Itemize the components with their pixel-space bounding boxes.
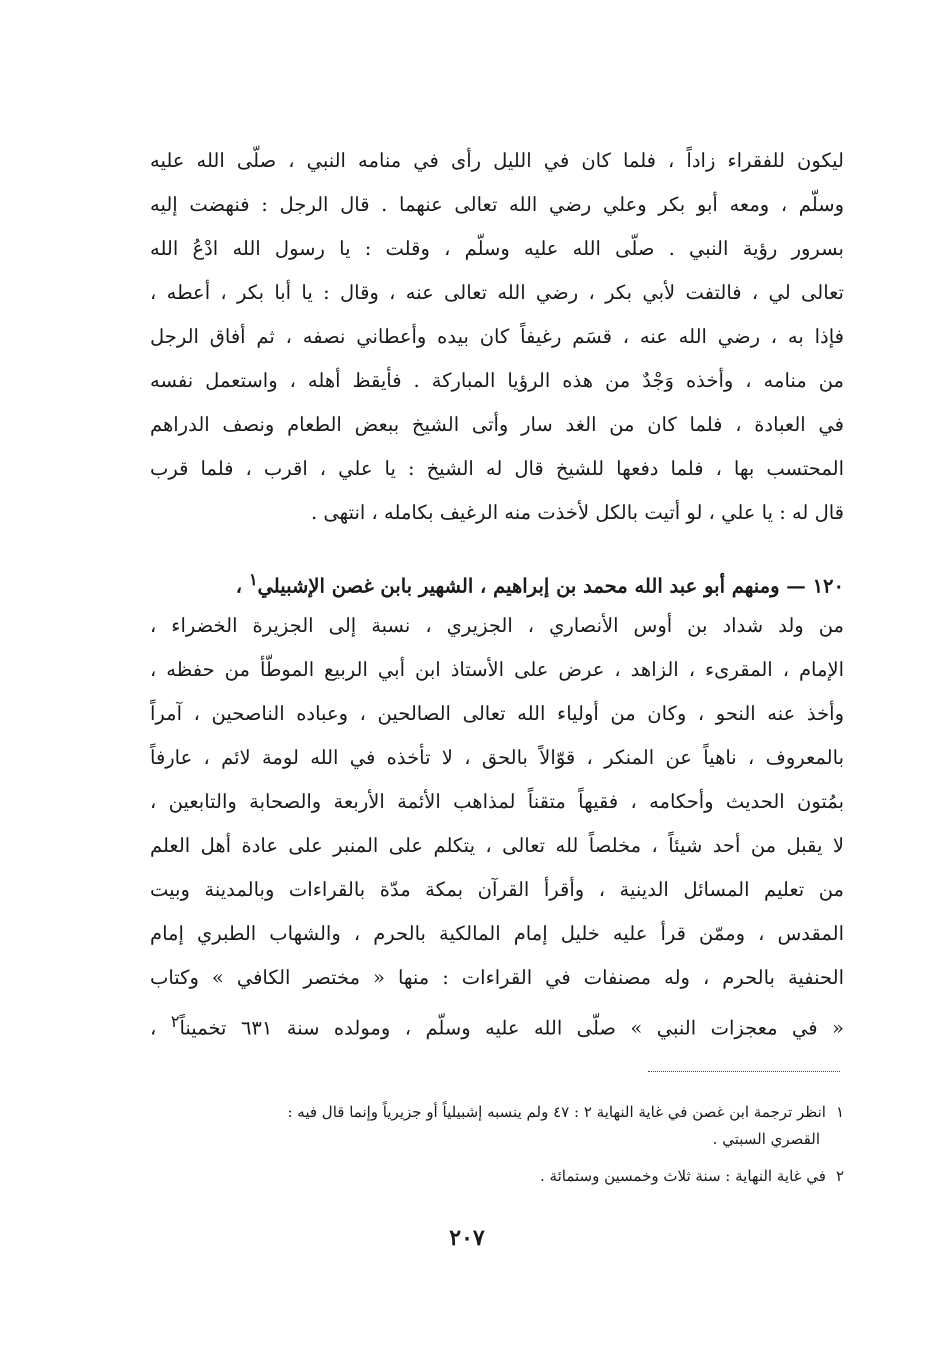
body-line: قال له : يا علي ، لو أتيت بالكل لأخذت منه الرغيف بكامله ، انتهى .	[310, 501, 844, 524]
footnote-separator	[648, 1071, 840, 1072]
body-line: فإذا به ، رضي الله عنه ، قسَم رغيفاً كان بيده وأعطاني نصفه ، ثم أفاق الرجل	[150, 325, 844, 348]
body-line: من منامه ، وأخذه وَجْدٌ من هذه الرؤيا المباركة . فأيقظ أهله ، واستعمل نفسه	[150, 369, 844, 392]
body-line: الإمام ، المقرىء ، الزاهد ، عرض على الأستاذ ابن أبي الربيع الموطّأ من حفظه ،	[150, 658, 844, 681]
footnote-text: القصري السبتي .	[712, 1130, 820, 1148]
footnote-text: في غاية النهاية : سنة ثلاث وخمسين وستمائة .	[540, 1167, 826, 1185]
body-line: بسرور رؤية النبي . صلّى الله عليه وسلّم ، وقلت : يا رسول الله ادْعُ الله	[150, 237, 844, 260]
footnote-ref: ١	[248, 570, 258, 589]
page-number: ٢٠٧	[449, 1225, 485, 1251]
body-line: وأخذ عنه النحو ، وكان من أولياء الله تعالى الصالحين ، وعباده الناصحين ، آمراً	[150, 702, 844, 725]
body-line: من تعليم المسائل الدينية ، وأقرأ القرآن بمكة مدّة بالقراءات وبالمدينة وبيت	[150, 878, 844, 901]
body-line: ليكون للفقراء زاداً ، فلما كان في الليل رأى في منامه النبي ، صلّى الله عليه	[150, 149, 844, 172]
body-line: المقدس ، وممّن قرأ عليه خليل إمام المالكية بالحرم ، والشهاب الطبري إمام	[150, 922, 844, 945]
body-line-end: ،	[150, 1016, 171, 1040]
body-line: الحنفية بالحرم ، وله مصنفات في القراءات : منها « مختصر الكافي » وكتاب	[150, 966, 844, 989]
footnote-ref: ٢	[170, 1012, 180, 1031]
body-line: في العبادة ، فلما كان من الغد سار وأتى الشيخ ببعض الطعام ونصف الدراهم	[150, 413, 844, 436]
body-line: من ولد شداد بن أوس الأنصاري ، الجزيري ، نسبة إلى الجزيرة الخضراء ،	[150, 614, 844, 637]
body-line: تعالى لي ، فالتفت لأبي بكر ، رضي الله تعالى عنه ، وقال : يا أبا بكر ، أعطه ،	[150, 281, 844, 304]
entry-heading-text: ١٢٠ — ومنهم أبو عبد الله محمد بن إبراهيم ، الشهير بابن غصن الإشبيلي	[257, 574, 844, 598]
body-line-last	[150, 1000, 844, 1044]
body-line: بالمعروف ، ناهياً عن المنكر ، قوّالاً بالحق ، لا تأخذه في الله لومة لائم ، عارفاً	[150, 746, 844, 769]
footnote-continuation	[150, 1124, 844, 1154]
body-line: بمُتون الحديث وأحكامه ، فقيهاً متقناً لمذاهب الأئمة الأربعة والصحابة والتابعين ،	[150, 790, 844, 813]
body-line-text: « في معجزات النبي » صلّى الله عليه وسلّم ، ومولده سنة ٦٣١ تخميناً	[179, 1016, 844, 1040]
body-line: المحتسب بها ، فلما دفعها للشيخ قال له الشيخ : يا علي ، اقرب ، فلما قرب	[150, 457, 844, 480]
footnote	[150, 1097, 844, 1127]
heading-comma: ،	[235, 574, 249, 598]
footnote-number: ١	[835, 1103, 844, 1121]
entry-heading	[150, 558, 844, 602]
footnote	[150, 1161, 844, 1191]
footnote-number: ٢	[835, 1167, 844, 1185]
body-line: وسلّم ، ومعه أبو بكر وعلي رضي الله تعالى عنهما . قال الرجل : فنهضت إليه	[150, 193, 844, 216]
footnote-text: انظر ترجمة ابن غصن في غاية النهاية ٢ : ٤٧ ولم ينسبه إشبيلياً أو جزيرياً وإنما قال فيه :	[287, 1103, 826, 1121]
body-line: لا يقبل من أحد شيئاً ، مخلصاً لله تعالى ، يتكلم على المنبر على عادة أهل العلم	[150, 834, 844, 857]
